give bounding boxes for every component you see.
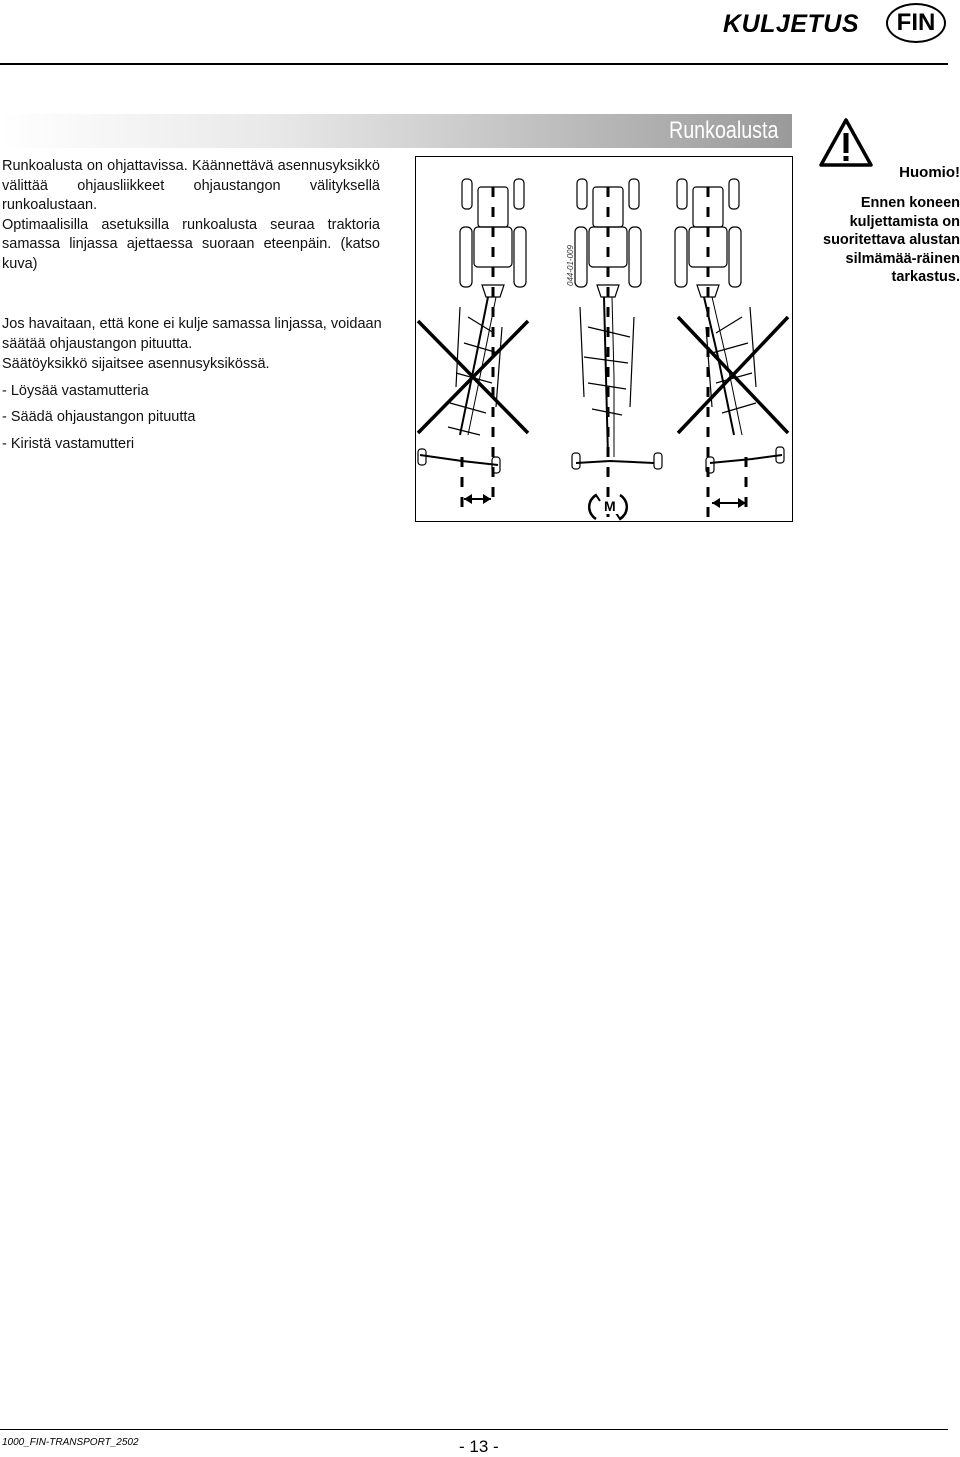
- page-header-title: KULJETUS: [723, 10, 859, 38]
- adjustment-text: [2, 315, 382, 454]
- page-number: - 13 -: [459, 1437, 499, 1456]
- figure-center-label: M: [604, 498, 616, 514]
- steering-alignment-figure: [415, 156, 793, 522]
- language-badge: FIN: [886, 3, 946, 43]
- intro-paragraph-1: Runkoalusta on ohjattavissa. Käännettävä asennusyksikkö välittää ohjausliikkeet ohjaustangon välityksellä runkoalustaan.: [2, 158, 380, 213]
- incorrect-cross-marks: [418, 317, 788, 433]
- footer-doc-code: 1000_FIN-TRANSPORT_2502: [2, 1437, 139, 1448]
- adjust-paragraph-1: Jos havaitaan, että kone ei kulje samassa linjassa, voidaan säätää ohjaustangon pituutta.: [2, 316, 382, 352]
- rake-center: [572, 297, 662, 469]
- adjust-paragraph-2: Säätöyksikkö sijaitsee asennusyksikössä.: [2, 356, 270, 372]
- intro-paragraph-2: Optimaalisilla asetuksilla runkoalusta seuraa traktoria samassa linjassa ajettaessa suoraan eteenpäin. (katso kuva): [2, 216, 380, 272]
- section-title: Runkoalusta: [668, 117, 778, 144]
- section-heading-bar: [0, 114, 792, 148]
- travel-lines: [493, 187, 708, 517]
- header-divider: [0, 63, 948, 65]
- warning-triangle-icon: [818, 117, 874, 169]
- warning-text: Ennen koneen kuljettamista on suoritettava alustan silmämää-räinen tarkastus.: [823, 195, 960, 285]
- figure-code: 044-01-009: [566, 245, 575, 286]
- intro-text: [2, 157, 380, 274]
- adjust-step: - Säädä ohjaustangon pituutta: [2, 409, 196, 425]
- alignment-diagram: [416, 157, 792, 521]
- adjust-step: - Löysää vastamutteria: [2, 382, 149, 399]
- rake-left: [418, 297, 502, 473]
- adjust-step: - Kiristä vastamutteri: [2, 435, 135, 452]
- footer-divider: [0, 1429, 948, 1430]
- warning-title: Huomio!: [899, 164, 960, 181]
